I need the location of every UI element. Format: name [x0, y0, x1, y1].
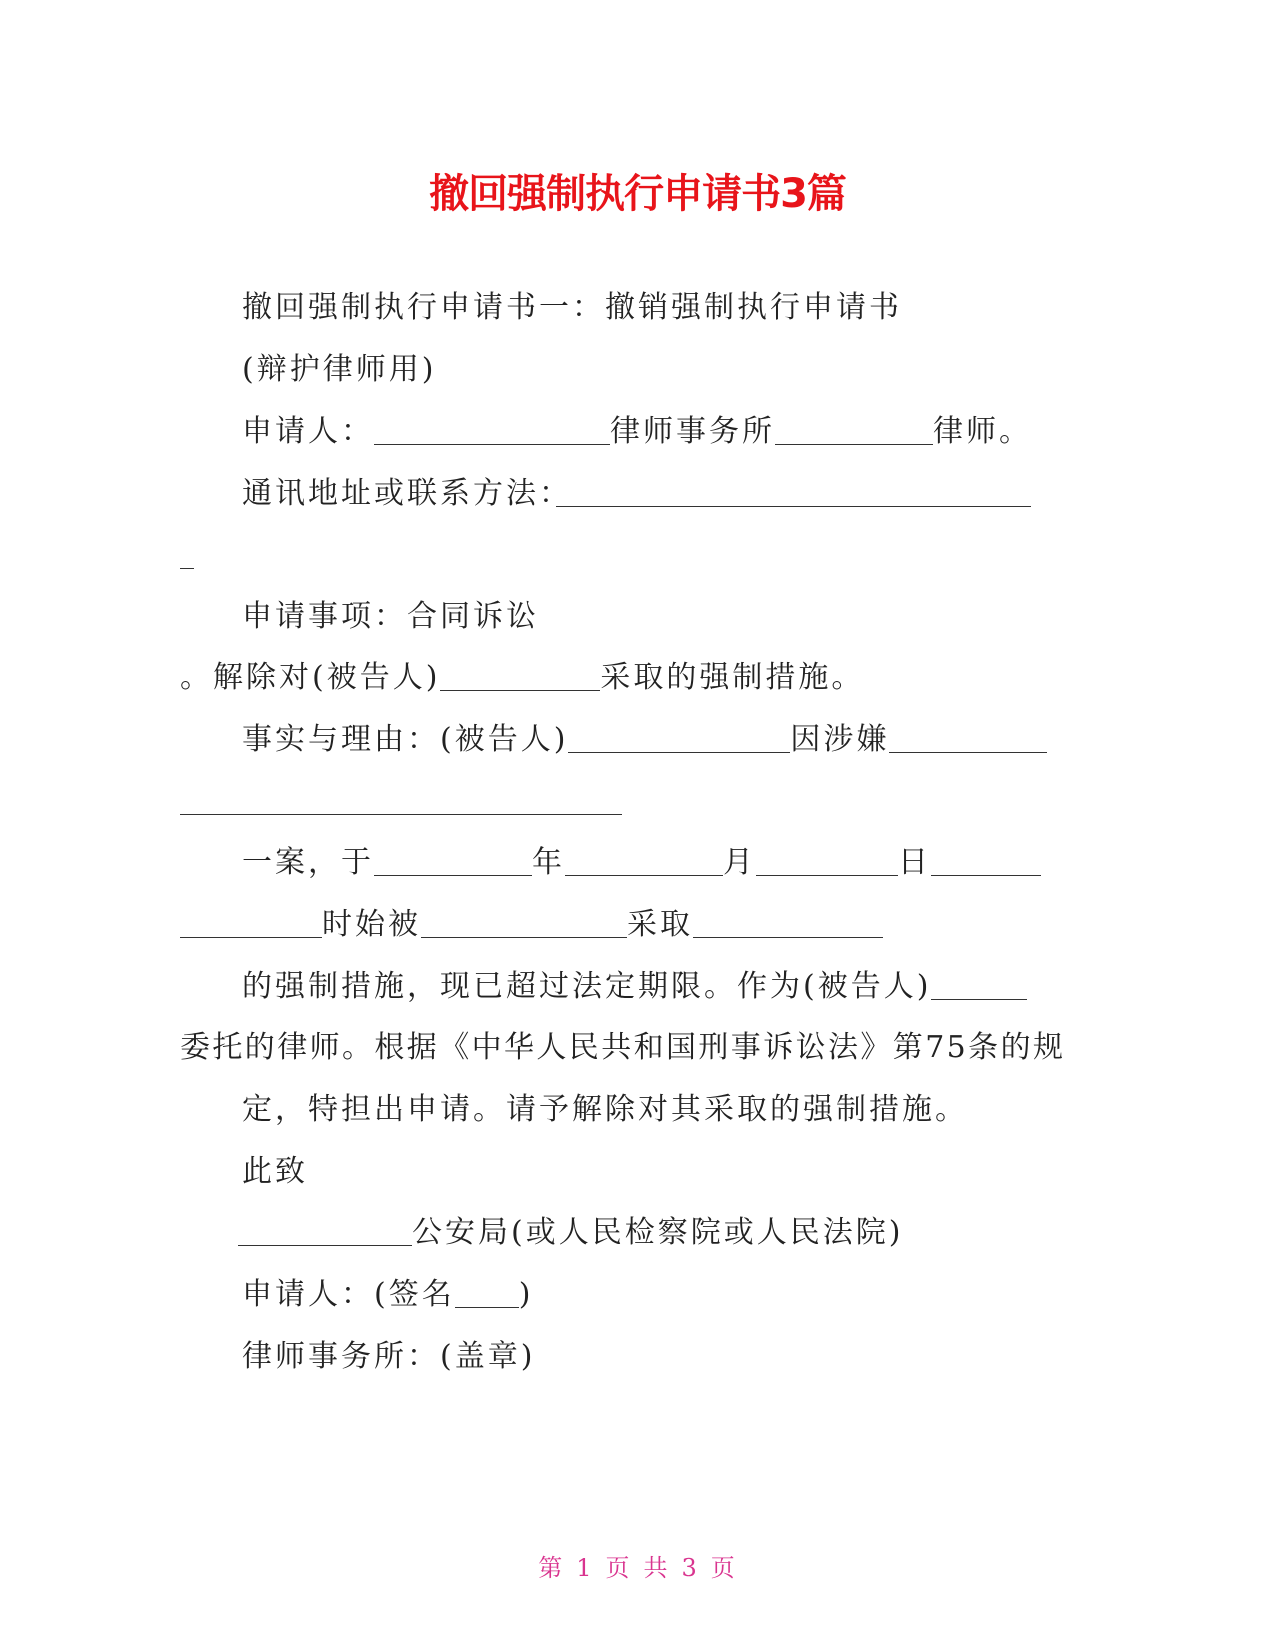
applicant-blank — [374, 416, 610, 445]
request-line: 定，特担出申请。请予解除对其采取的强制措施。 — [242, 1092, 968, 1127]
contact-line — [242, 474, 572, 514]
day-label: 日 — [898, 845, 931, 880]
page-unit: 页 — [605, 1554, 632, 1582]
authority-blank — [421, 909, 627, 938]
total-unit: 页 — [710, 1554, 737, 1582]
signature-close: ) — [518, 1277, 534, 1312]
started-by-label: 时始被 — [322, 907, 421, 942]
law-firm-label: 律师事务所 — [610, 414, 775, 449]
contact-blank — [556, 506, 1031, 507]
case-label: 一案，于 — [242, 845, 374, 880]
usage-note: (辩护律师用) — [242, 352, 437, 387]
document-title: 撤回强制执行申请书3篇 — [429, 171, 846, 217]
page-current: 1 — [576, 1554, 594, 1582]
page-total: 3 — [681, 1554, 699, 1582]
recipient-label: 公安局(或人民检察院或人民法院) — [412, 1215, 904, 1250]
charge-blank — [889, 724, 1047, 753]
applicant-line — [242, 412, 1032, 452]
recipient-line — [238, 1213, 903, 1253]
salutation: 此致 — [242, 1154, 308, 1189]
law-firm-seal-line: 律师事务所：(盖章) — [242, 1339, 536, 1374]
defendant-blank — [440, 662, 600, 691]
measure-type-blank — [693, 909, 883, 938]
signature-blank — [455, 1279, 519, 1308]
charge-blank-continuation — [180, 814, 622, 815]
hour-blank-continuation — [180, 909, 322, 938]
month-label: 月 — [723, 845, 756, 880]
lawyer-label: 律师。 — [933, 414, 1032, 449]
defendant-name-blank — [568, 724, 790, 753]
legal-basis-line: 委托的律师。根据《中华人民共和国刑事诉讼法》第75条的规 — [180, 1030, 1066, 1065]
lawyer-blank — [775, 416, 933, 445]
page-footer — [0, 1548, 1275, 1583]
suspected-label: 因涉嫌 — [790, 722, 890, 757]
release-request-line — [180, 658, 864, 698]
measures-label: 采取的强制措施。 — [600, 660, 865, 695]
applicant-label: 申请人： — [242, 414, 374, 449]
client-blank — [931, 971, 1027, 1000]
signature-label: 申请人：(签名 — [242, 1277, 455, 1312]
application-matter: 申请事项：合同诉讼 — [242, 599, 539, 634]
measure-taken-line — [180, 905, 883, 945]
date-line — [242, 843, 1041, 883]
signature-line — [242, 1275, 533, 1315]
overdue-text: 的强制措施，现已超过法定期限。作为(被告人) — [242, 969, 932, 1004]
taken-label: 采取 — [627, 907, 693, 942]
release-label: 。解除对(被告人) — [180, 660, 441, 695]
facts-line — [242, 720, 1047, 760]
facts-label: 事实与理由：(被告人) — [242, 722, 569, 757]
month-blank — [565, 847, 723, 876]
total-label: 共 — [643, 1554, 670, 1582]
overdue-line — [242, 967, 1027, 1007]
contact-label: 通讯地址或联系方法： — [242, 476, 572, 511]
year-blank — [374, 847, 532, 876]
contact-blank-continuation — [180, 568, 194, 569]
year-label: 年 — [532, 845, 565, 880]
section-heading: 撤回强制执行申请书一：撤销强制执行申请书 — [242, 290, 902, 325]
day-blank — [756, 847, 898, 876]
hour-blank — [931, 847, 1041, 876]
page-label: 第 — [538, 1554, 565, 1582]
recipient-blank — [238, 1217, 412, 1246]
